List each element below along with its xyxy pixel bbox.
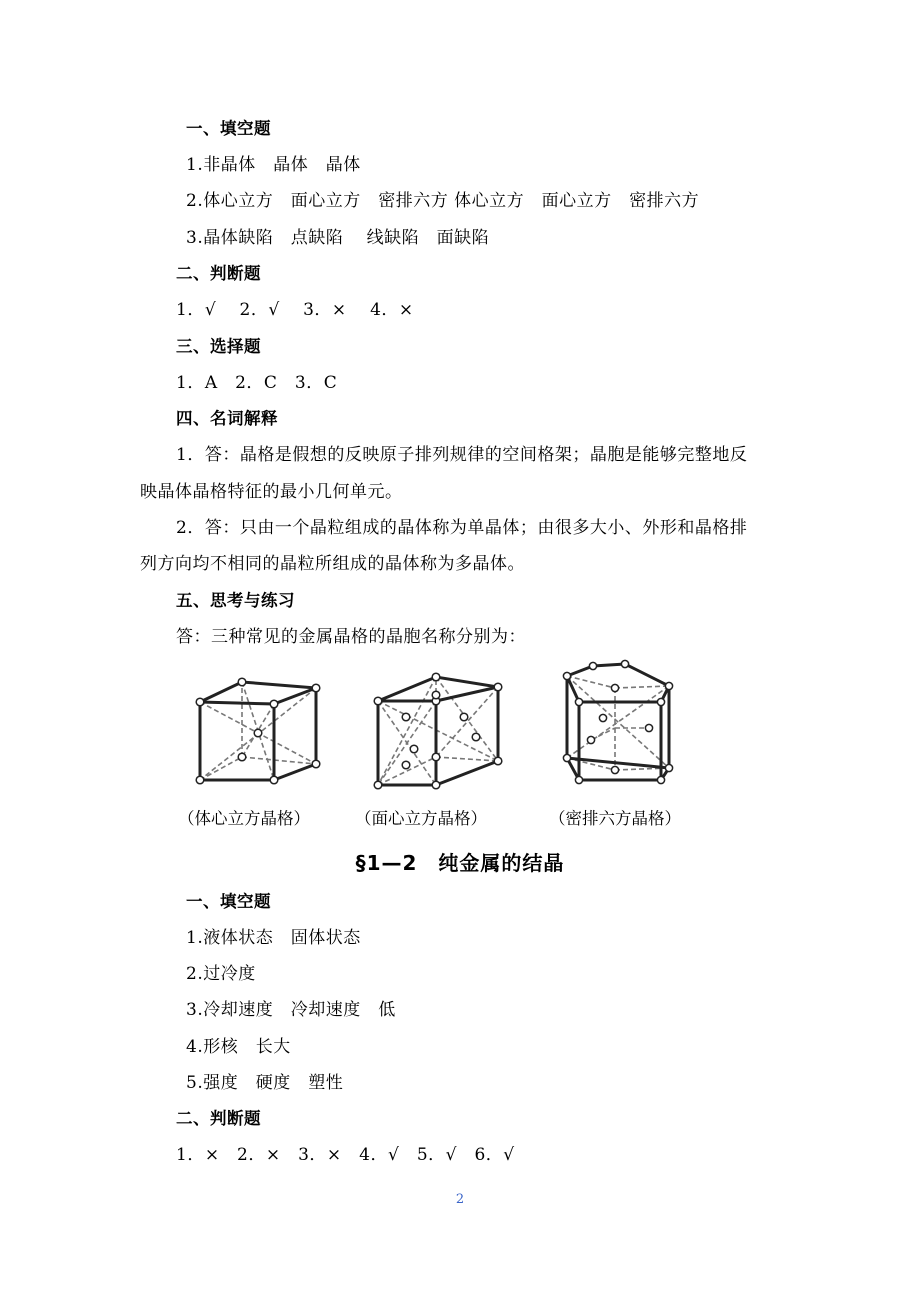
think-heading: 五、思考与练习 [176, 591, 295, 610]
section-title: §1—2 纯金属的结晶 [355, 851, 565, 875]
hcp-lattice-figure [553, 658, 689, 788]
term-answer-2b: 列方向均不相同的晶粒所组成的晶体称为多晶体。 [140, 554, 525, 574]
fill2-answer-4: 4.形核 长大 [186, 1037, 291, 1057]
fill-blank-heading-2: 一、填空题 [186, 892, 271, 911]
caption-hcp: （密排六方晶格） [549, 809, 681, 828]
term-heading: 四、名词解释 [176, 409, 278, 428]
term-answer-1b: 映晶体晶格特征的最小几何单元。 [140, 482, 403, 502]
fill2-answer-2: 2.过冷度 [186, 964, 256, 984]
term-answer-1a: 1．答：晶格是假想的反映原子排列规律的空间格架；晶胞是能够完整地反 [176, 445, 748, 465]
fill2-answer-5: 5.强度 硬度 塑性 [186, 1073, 344, 1093]
caption-bcc: （体心立方晶格） [178, 809, 310, 828]
choice-heading: 三、选择题 [176, 337, 261, 356]
term-answer-2a: 2．答：只由一个晶粒组成的晶体称为单晶体；由很多大小、外形和晶格排 [176, 518, 748, 538]
fill-answer-1: 1.非晶体 晶体 晶体 [186, 155, 361, 175]
caption-fcc: （面心立方晶格） [355, 809, 487, 828]
choice-answers: 1．A 2．C 3．C [176, 373, 338, 393]
page-number: 2 [455, 1192, 465, 1207]
think-answer: 答：三种常见的金属晶格的晶胞名称分别为： [176, 627, 526, 647]
fill-answer-3: 3.晶体缺陷 点缺陷 线缺陷 面缺陷 [186, 228, 490, 248]
judge-heading-2: 二、判断题 [176, 1109, 261, 1128]
fill-answer-2: 2.体心立方 面心立方 密排六方 体心立方 面心立方 密排六方 [186, 191, 700, 211]
judge-answers-2: 1．× 2．× 3．× 4．√ 5．√ 6．√ [176, 1145, 515, 1165]
fcc-lattice-figure [368, 665, 508, 799]
judge-answers: 1．√ 2．√ 3．× 4．× [176, 300, 414, 320]
fill2-answer-1: 1.液体状态 固体状态 [186, 928, 361, 948]
fill-blank-heading: 一、填空题 [186, 119, 271, 138]
fill2-answer-3: 3.冷却速度 冷却速度 低 [186, 1000, 396, 1020]
judge-heading: 二、判断题 [176, 264, 261, 283]
bcc-lattice-figure [190, 672, 330, 794]
